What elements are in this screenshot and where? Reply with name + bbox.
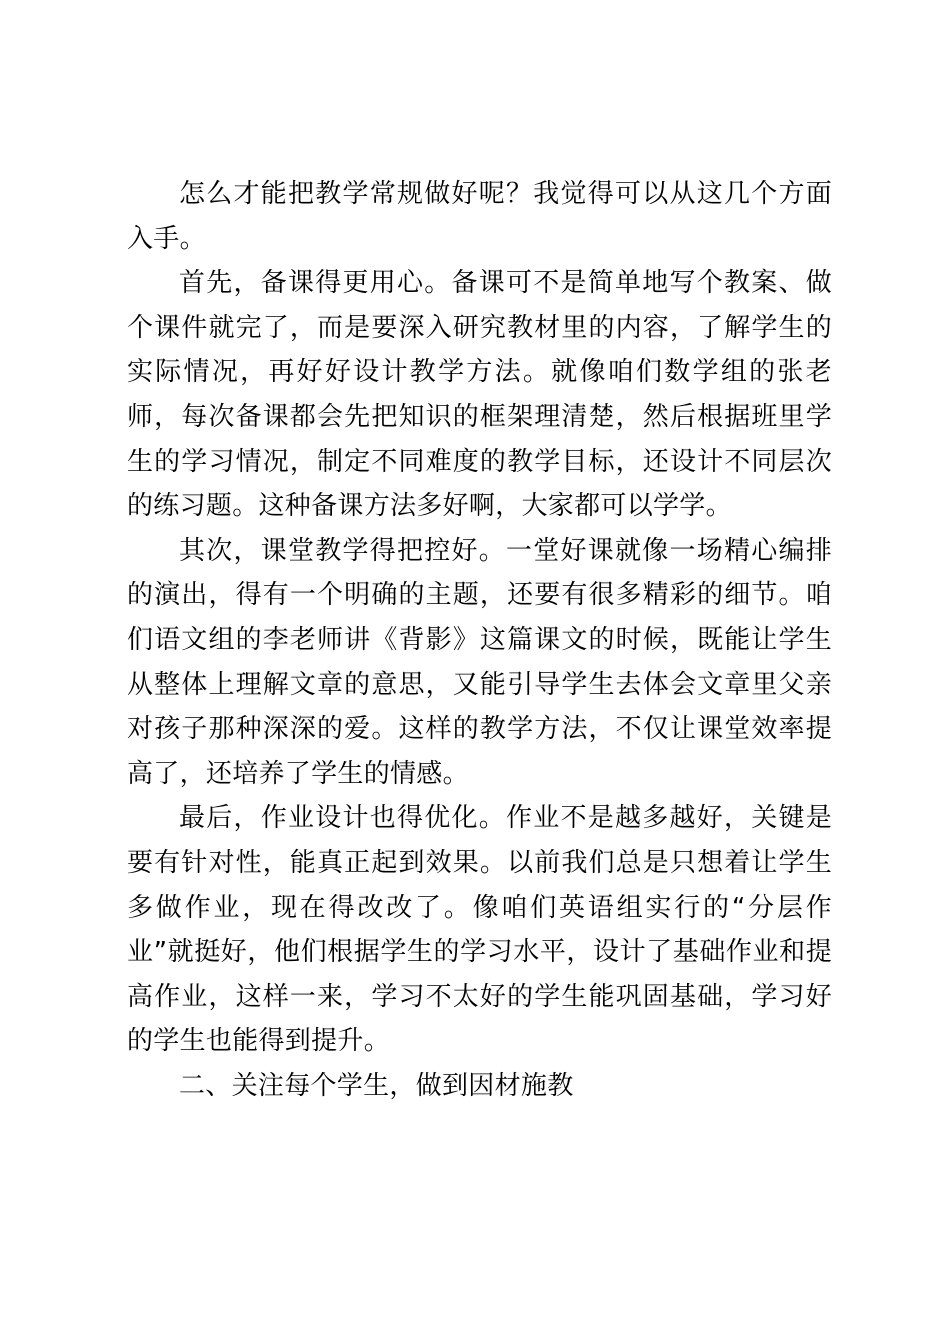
- section-heading: 二、关注每个学生，做到因材施教: [179, 1070, 574, 1101]
- document-body: [127, 172, 832, 1108]
- paragraph-homework-design: 最后，作业设计也得优化。作业不是越多越好，关键是要有针对性，能真正起到效果。以前我们总是只想着让学生多做作业，现在得改改了。像咱们英语组实行的“分层作业”就挺好，他们根据学生的学习水平，设计了基础作业和提高作业，这样一来，学习不太好的学生能巩固基础，学习好的学生也能得到提升。: [127, 803, 832, 1057]
- paragraph-lesson-prep: 首先，备课得更用心。备课可不是简单地写个教案、做个课件就完了，而是要深入研究教材里的内容，了解学生的实际情况，再好好设计教学方法。就像咱们数学组的张老师，每次备课都会先把知识的框架理清楚，然后根据班里学生的学习情况，制定不同难度的教学目标，还设计不同层次的练习题。这种备课方法多好啊，大家都可以学学。: [127, 268, 832, 522]
- paragraph-classroom-teaching: 其次，课堂教学得把控好。一堂好课就像一场精心编排的演出，得有一个明确的主题，还要有很多精彩的细节。咱们语文组的李老师讲《背影》这篇课文的时候，既能让学生从整体上理解文章的意思，又能引导学生去体会文章里父亲对孩子那种深深的爱。这样的教学方法，不仅让课堂效率提高了，还培养了学生的情感。: [127, 535, 832, 789]
- paragraph-intro: 怎么才能把教学常规做好呢？我觉得可以从这几个方面入手。: [127, 179, 832, 254]
